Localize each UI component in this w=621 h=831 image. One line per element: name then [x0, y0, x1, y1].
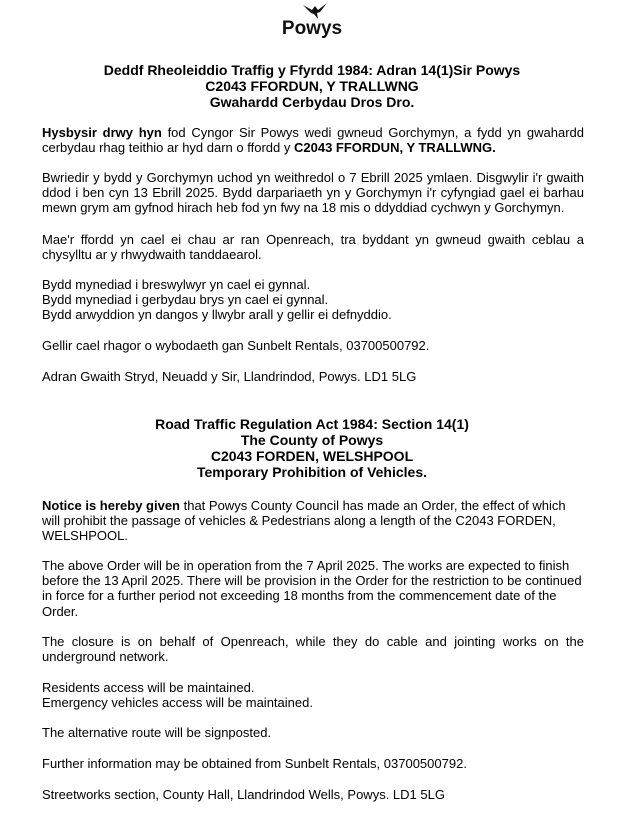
english-paragraph-5: The alternative route will be signposted. [42, 725, 272, 740]
english-address: Streetworks section, County Hall, Llandrindod Wells, Powys. LD1 5LG [42, 787, 445, 802]
welsh-notice-lead: Hysbysir drwy hyn [42, 125, 162, 140]
english-notice-body: that Powys County Council has made an Order, the effect of which will prohibit the passage of vehicles & Pedestrians along a length of the C2043 FORDEN, WELSHPOOL. [42, 498, 566, 544]
english-access-line-1: Residents access will be maintained. [42, 680, 255, 695]
welsh-paragraph-4 [42, 277, 584, 323]
english-access-line-2: Emergency vehicles access will be maintained. [42, 695, 313, 711]
english-paragraph-2: The above Order will be in operation from the 7 April 2025. The works are expected to finish before the 13 April 2025. There will be provision in the Order for the restriction to be continued in force for a further period not exceeding 18 months from the commencement date of the Order. [42, 558, 582, 619]
english-paragraph-6: Further information may be obtained from Sunbelt Rentals, 03700500792. [42, 756, 467, 771]
english-heading-line-2: The County of Powys [240, 432, 384, 448]
english-paragraph-4 [42, 680, 584, 710]
welsh-notice-body: fod Cyngor Sir Powys wedi gwneud Gorchymyn, a fydd yn gwahardd cerbydau rhag teithio ar hyd darn o ffordd y [42, 125, 584, 156]
welsh-paragraph-5: Gellir cael rhagor o wybodaeth gan Sunbelt Rentals, 03700500792. [42, 338, 430, 353]
welsh-heading [40, 62, 584, 110]
english-heading-line-1: Road Traffic Regulation Act 1984: Section 14(1) [155, 416, 469, 432]
welsh-access-line-2: Bydd mynediad i gerbydau brys yn cael ei gynnal. [42, 292, 329, 308]
powys-logo-text: Powys [281, 18, 343, 39]
english-heading-line-4: Temporary Prohibition of Vehicles. [196, 464, 427, 480]
welsh-address: Adran Gwaith Stryd, Neuadd y Sir, Llandrindod, Powys. LD1 5LG [42, 369, 417, 384]
welsh-access-line-3: Bydd arwyddion yn dangos y llwybr arall y gellir ei defnyddio. [42, 307, 392, 323]
welsh-paragraph-3: Mae'r ffordd yn cael ei chau ar ran Openreach, tra byddant yn gwneud gwaith ceblau a chysylltu ar y rhwydwaith tanddaearol. [42, 232, 584, 263]
english-heading-line-3: C2043 FORDEN, WELSHPOOL [210, 448, 414, 464]
welsh-heading-line-2: C2043 FFORDUN, Y TRALLWNG [205, 78, 419, 94]
english-paragraph-1 [42, 498, 584, 544]
welsh-heading-line-3: Gwahardd Cerbydau Dros Dro. [209, 94, 415, 110]
welsh-access-line-1: Bydd mynediad i breswylwyr yn cael ei gynnal. [42, 277, 311, 292]
welsh-paragraph-1 [42, 125, 584, 155]
welsh-road-name: C2043 FFORDUN, Y TRALLWNG. [293, 140, 496, 156]
powys-logo [272, 2, 352, 44]
english-heading [40, 416, 584, 480]
english-paragraph-3: The closure is on behalf of Openreach, while they do cable and jointing works on the underground network. [42, 634, 584, 665]
welsh-paragraph-2: Bwriedir y bydd y Gorchymyn uchod yn weithredol o 7 Ebrill 2025 ymlaen. Disgwylir i'r gwaith ddod i ben cyn 13 Ebrill 2025. Bydd darpariaeth yn y Gorchymyn i'r cyfyngiad gael ei barhau mewn grym am gyfnod hirach heb fod yn fwy na 18 mis o ddyddiad cychwyn y Gorchymyn. [42, 170, 584, 216]
welsh-heading-line-1: Deddf Rheoleiddio Traffig y Ffyrdd 1984: Adran 14(1)Sir Powys [103, 62, 521, 78]
english-notice-lead: Notice is hereby given [42, 498, 180, 513]
